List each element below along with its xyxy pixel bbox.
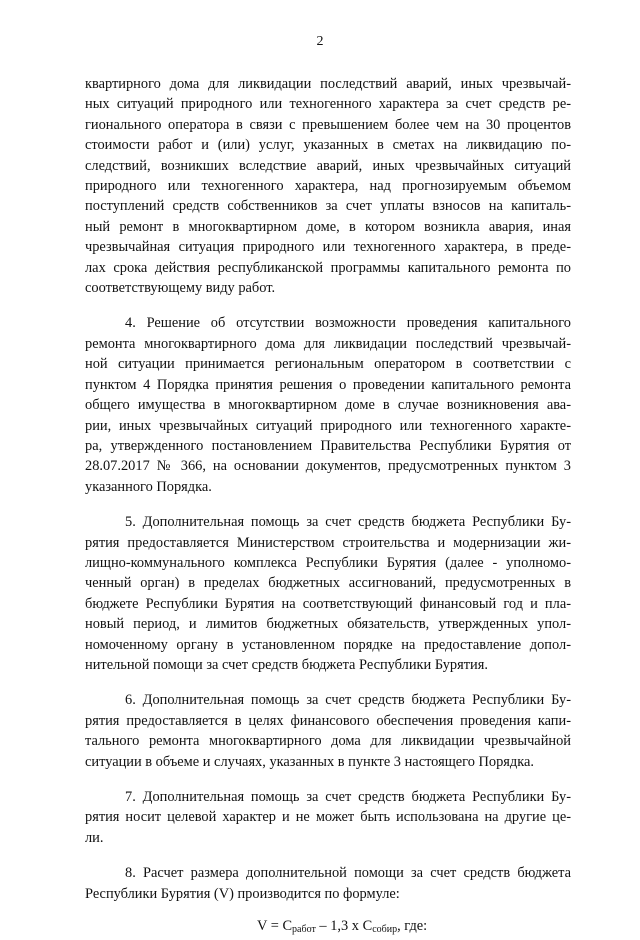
text-line: лах срока действия республиканской программы капитального ремонта по <box>85 259 571 276</box>
text-line: 5. Дополнительная помощь за счет средств бюджета Республики Бу- <box>125 514 571 531</box>
paragraph-gap <box>85 772 571 787</box>
text-line: общего имущества в многоквартирном доме в случае возникновения ава- <box>85 397 571 414</box>
text-line: ситуации в объеме и случаях, указанных в пункте 3 настоящего Порядка. <box>85 753 535 770</box>
paragraph-gap <box>85 848 571 863</box>
text-line: природного или техногенного характера, над прогнозируемым объемом <box>85 178 571 195</box>
text-line: тального ремонта многоквартирного дома для ликвидации чрезвычайной <box>85 733 571 750</box>
document-body <box>85 74 571 940</box>
text-line: гионального оператора в связи с превышением более чем на 30 процентов <box>85 116 571 133</box>
paragraph <box>85 690 571 772</box>
text-line: 8. Расчет размера дополнительной помощи за счет средств бюджета <box>125 865 571 882</box>
text-line: рятия носит целевой характер и не может быть использована на другие це- <box>85 809 571 826</box>
paragraph-gap <box>85 497 571 512</box>
text-line: пунктом 4 Порядка принятия решения о проведении капитального ремонта <box>85 376 571 393</box>
text-line: рятия предоставляется Министерством строительства и модернизации жи- <box>85 534 571 551</box>
text-line: ной ситуации принимается региональным оператором в соответствии с <box>85 356 571 373</box>
text-line: рятия предоставляется в целях финансового обеспечения проведения капи- <box>85 712 571 729</box>
text-line: 4. Решение об отсутствии возможности проведения капитального <box>125 315 571 332</box>
text-line: указанного Порядка. <box>85 478 212 495</box>
text-line: 7. Дополнительная помощь за счет средств бюджета Республики Бу- <box>125 789 571 805</box>
text-line: поступлений средств собственников за счет уплаты взносов на капиталь- <box>85 198 571 215</box>
text-line: стоимости работ и (или) услуг, указанных в сметах на ликвидацию по- <box>85 137 571 154</box>
paragraph-gap <box>85 298 571 313</box>
text-line: ли. <box>85 829 104 846</box>
formula-middle: – 1,3 x C <box>315 918 373 935</box>
formula-tail: , где: <box>397 918 428 935</box>
text-line: следствий, возникших вследствие аварий, иных чрезвычайных ситуаций <box>85 157 571 174</box>
paragraph-gap <box>85 675 571 690</box>
paragraph <box>85 787 571 848</box>
text-line: 28.07.2017 № 366, на основании документов, предусмотренных пунктом 3 <box>85 458 571 475</box>
text-line: соответствующему виду работ. <box>85 280 276 297</box>
formula-subscript-collected: собир <box>372 924 398 936</box>
paragraph <box>85 74 571 298</box>
text-line: номоченному органу в установленном порядке на предоставление допол- <box>85 636 571 653</box>
text-line: Республики Бурятия (V) производится по формуле: <box>85 885 400 902</box>
text-line: ра, утвержденного постановлением Правительства Республики Бурятия от <box>85 437 571 454</box>
text-line: новый период, и лимитов бюджетных обязательств, утвержденных упол- <box>85 616 571 633</box>
text-line: ченный орган) в пределах бюджетных ассигнований, предусмотренных в <box>85 575 571 592</box>
text-line: чрезвычайная ситуация природного или техногенного характера, в преде- <box>85 239 571 256</box>
text-line: квартирного дома для ликвидации последствий аварий, иных чрезвычай- <box>85 76 571 92</box>
text-line: нительной помощи за счет средств бюджета Республики Бурятия. <box>85 656 488 673</box>
formula <box>257 916 571 940</box>
text-line: рии, иных чрезвычайных ситуаций природного или техногенного характе- <box>85 417 571 434</box>
text-line: ремонта многоквартирного дома для ликвидации последствий чрезвычай- <box>85 335 571 352</box>
text-line: ный ремонт в многоквартирном доме, в котором возникла авария, иная <box>85 218 571 235</box>
formula-subscript-work: работ <box>292 924 316 936</box>
text-line: ных ситуаций природного или техногенного характера за счет средств ре- <box>85 96 571 113</box>
paragraph <box>85 863 571 904</box>
paragraph <box>85 313 571 497</box>
text-line: бюджете Республики Бурятия на соответствующий финансовый год и пла- <box>85 595 571 612</box>
text-line: лищно-коммунального комплекса Республики Бурятия (далее - уполномо- <box>85 554 571 571</box>
formula-lhs: V = C <box>257 918 293 935</box>
page-number: 2 <box>316 34 324 49</box>
paragraph <box>85 512 571 675</box>
text-line: 6. Дополнительная помощь за счет средств бюджета Республики Бу- <box>125 692 571 709</box>
